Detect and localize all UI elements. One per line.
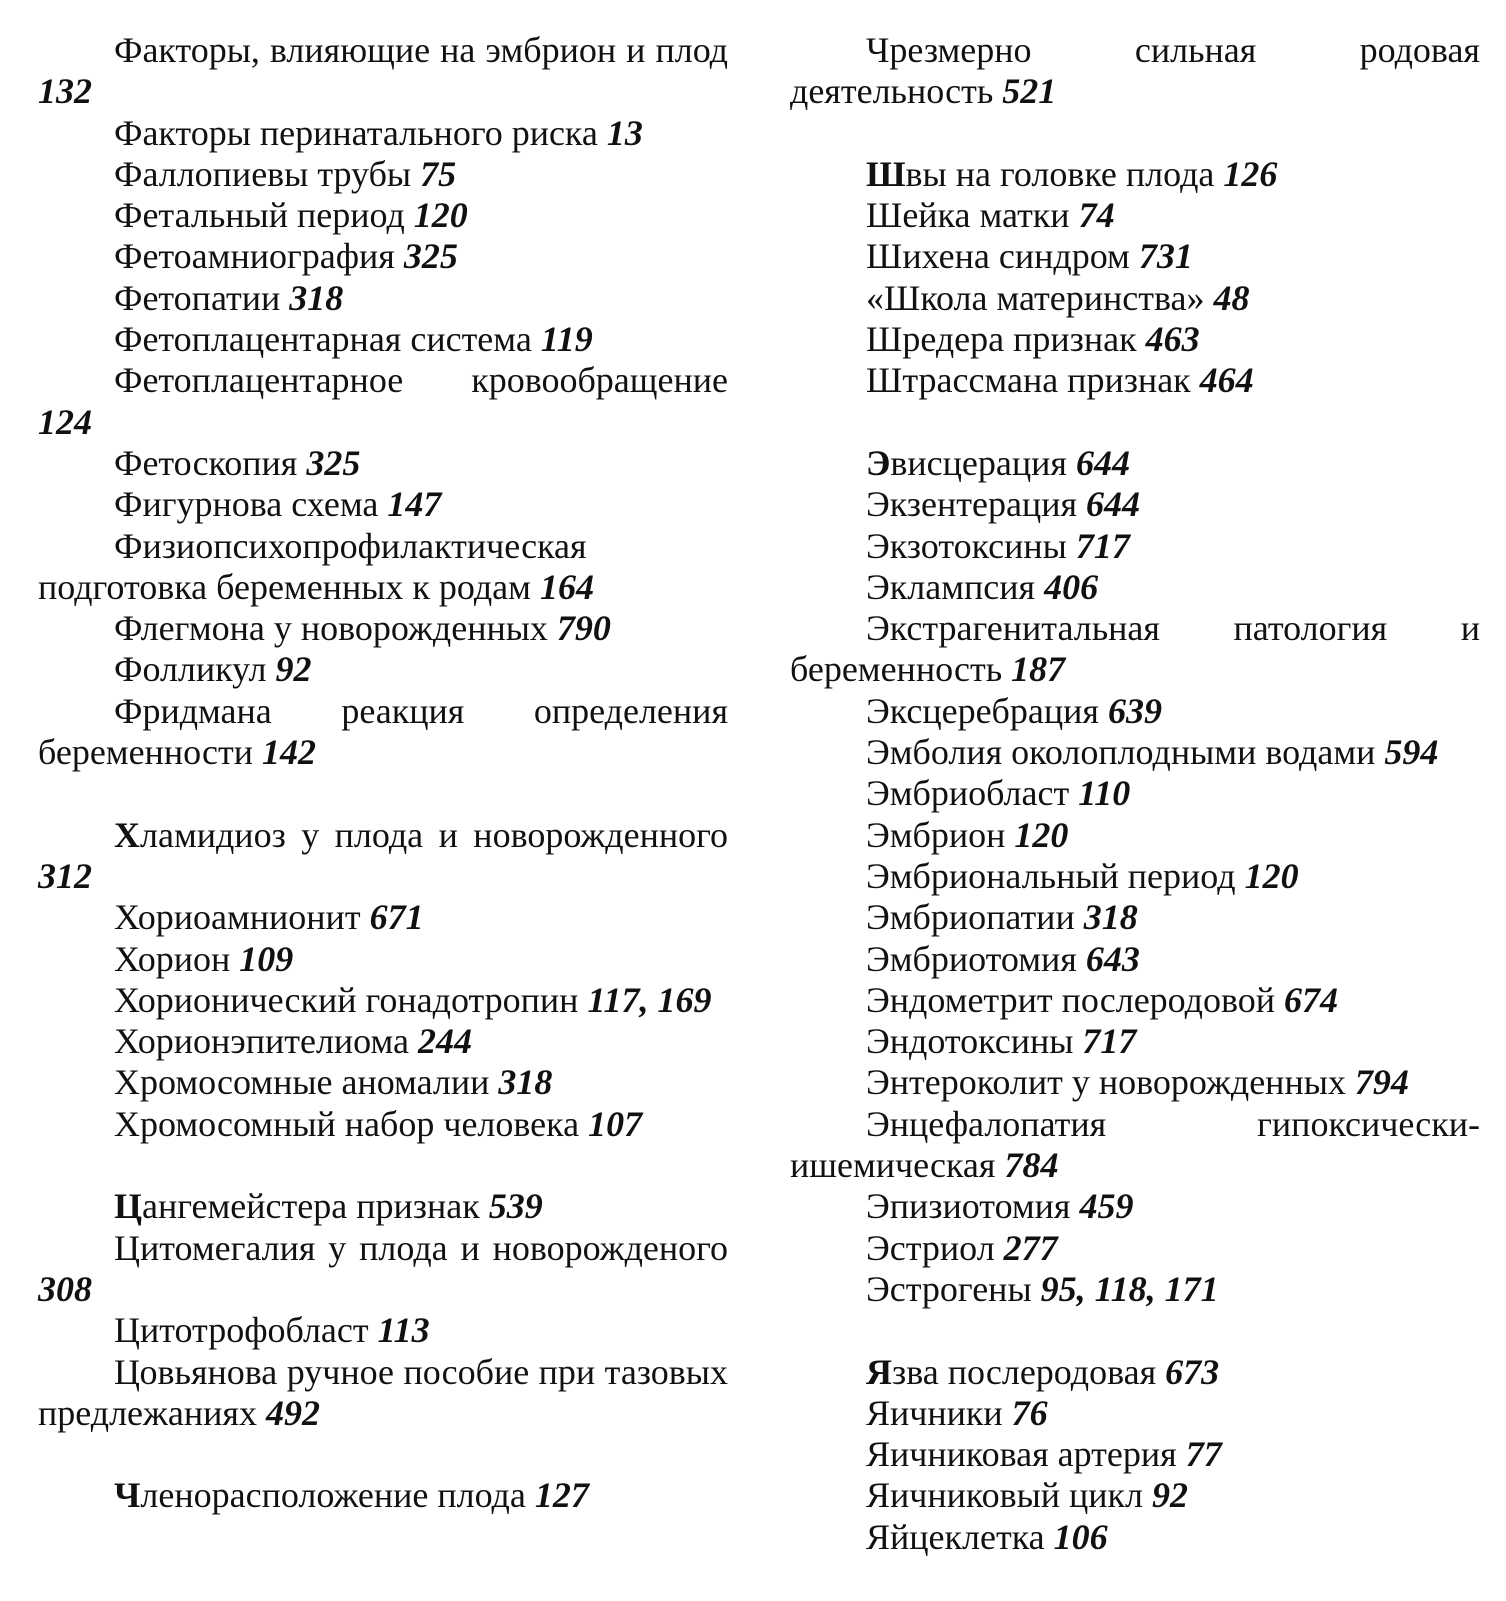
index-entry — [790, 526, 1480, 567]
index-term: Флегмона у новорожденных — [114, 608, 548, 649]
index-term: Экстрагенитальная патология и беременность — [790, 608, 1480, 690]
index-term: Эксцеребрация — [866, 690, 1099, 731]
index-page-number: 109 — [239, 938, 294, 979]
index-term: Эндотоксины — [866, 1021, 1074, 1062]
index-page-number: 644 — [1086, 484, 1141, 525]
index-page-number: 673 — [1165, 1351, 1220, 1392]
index-column-left — [38, 30, 728, 1517]
index-page-number: 187 — [1011, 649, 1066, 690]
index-term: Эстриол — [866, 1227, 995, 1268]
index-page-number: 95, 118, 171 — [1040, 1268, 1219, 1309]
index-term: Шредера признак — [866, 319, 1137, 360]
index-page-number: 77 — [1185, 1434, 1222, 1475]
index-entry — [38, 1475, 728, 1516]
index-page-number: 521 — [1002, 71, 1057, 112]
index-entry — [38, 360, 728, 443]
index-entry — [790, 30, 1480, 113]
index-page-number: 639 — [1107, 690, 1162, 731]
index-term: Эмбриональный период — [866, 855, 1236, 896]
index-page-number: 126 — [1223, 153, 1278, 194]
index-term: Эмбрион — [866, 814, 1006, 855]
index-entry — [790, 856, 1480, 897]
index-term: Эндометрит послеродовой — [866, 979, 1275, 1020]
index-term: висцерация — [890, 442, 1067, 483]
index-entry — [38, 1352, 728, 1435]
index-term: Чрезмерно сильная родовая деятельность — [790, 30, 1480, 112]
index-page-number: 318 — [289, 277, 344, 318]
index-term: Яичники — [866, 1392, 1003, 1433]
index-term: Хориоамнионит — [114, 897, 361, 938]
index-term: зва послеродовая — [892, 1351, 1157, 1392]
index-page-number: 643 — [1085, 938, 1140, 979]
index-term: Энцефалопатия гипоксически-ишемическая — [790, 1103, 1480, 1186]
index-page-number: 75 — [420, 153, 457, 194]
section-initial-letter: Я — [866, 1351, 892, 1392]
index-page-number: 539 — [488, 1186, 543, 1227]
index-page-number: 674 — [1283, 979, 1338, 1020]
index-term: Цовьянова ручное пособие при тазовых предлежаниях — [38, 1351, 728, 1433]
index-entry — [790, 195, 1480, 236]
index-term: Хромосомный набор человека — [114, 1103, 580, 1144]
index-entry — [38, 980, 728, 1021]
index-entry — [790, 1393, 1480, 1434]
index-page-number: 124 — [38, 401, 92, 442]
index-page-number: 132 — [38, 71, 92, 112]
section-initial-letter: Ц — [114, 1186, 143, 1227]
index-term: Яичниковая артерия — [866, 1434, 1177, 1475]
index-term: Хромосомные аномалии — [114, 1062, 490, 1103]
index-page-number: 671 — [369, 897, 424, 938]
index-entry — [38, 1186, 728, 1227]
index-entry — [790, 278, 1480, 319]
index-term: Яичниковый цикл — [866, 1475, 1144, 1516]
index-page-number: 13 — [606, 112, 643, 153]
section-gap — [790, 1310, 1480, 1351]
index-term: Эстрогены — [866, 1268, 1032, 1309]
index-entry — [38, 154, 728, 195]
index-page-number: 119 — [540, 319, 593, 360]
index-entry — [790, 319, 1480, 360]
index-page-number: 92 — [1152, 1475, 1189, 1516]
index-entry — [790, 236, 1480, 277]
index-page-number: 113 — [377, 1310, 430, 1351]
index-entry — [38, 195, 728, 236]
index-page-number: 464 — [1199, 360, 1254, 401]
index-term: Фигурнова схема — [114, 484, 379, 525]
index-entry — [790, 360, 1480, 401]
index-entry — [790, 567, 1480, 608]
index-page-number: 594 — [1384, 732, 1439, 773]
index-term: Эмбриобласт — [866, 773, 1070, 814]
index-entry — [790, 980, 1480, 1021]
index-entry — [790, 815, 1480, 856]
index-page-number: 318 — [498, 1062, 553, 1103]
index-entry — [38, 897, 728, 938]
index-term: Экзентерация — [866, 484, 1078, 525]
index-term: ленорасположение плода — [140, 1475, 526, 1516]
index-page-number: 492 — [265, 1392, 320, 1433]
index-entry — [38, 278, 728, 319]
index-term: Эпизиотомия — [866, 1186, 1071, 1227]
index-term: Эклампсия — [866, 566, 1036, 607]
index-entry — [790, 1269, 1480, 1310]
index-entry — [790, 1021, 1480, 1062]
index-term: Эмбриотомия — [866, 938, 1077, 979]
index-page-number: 92 — [275, 649, 312, 690]
section-initial-letter: Ш — [866, 153, 906, 194]
index-term: Хорион — [114, 938, 231, 979]
index-term: Экзотоксины — [866, 525, 1067, 566]
index-entry — [790, 691, 1480, 732]
index-term: Шихена синдром — [866, 236, 1130, 277]
index-page-number: 76 — [1011, 1392, 1048, 1433]
index-entry — [790, 484, 1480, 525]
index-page-number: 244 — [418, 1021, 473, 1062]
index-entry — [38, 1228, 728, 1311]
index-term: Яйцеклетка — [866, 1516, 1045, 1557]
index-page-number: 164 — [539, 566, 594, 607]
index-entry — [38, 691, 728, 774]
index-entry — [790, 1062, 1480, 1103]
index-entry — [790, 1352, 1480, 1393]
index-page-number: 277 — [1003, 1227, 1058, 1268]
index-term: Физиопсихопрофилактическая подготовка беременных к родам — [38, 525, 587, 607]
section-initial-letter: Э — [866, 442, 891, 483]
index-entry — [38, 649, 728, 690]
index-entry — [790, 1104, 1480, 1187]
index-term: вы на головке плода — [905, 153, 1215, 194]
index-page-number: 717 — [1075, 525, 1130, 566]
index-page-number: 127 — [534, 1475, 589, 1516]
index-entry — [790, 1475, 1480, 1516]
index-page-number: 312 — [38, 855, 92, 896]
index-entry — [790, 1228, 1480, 1269]
index-term: Фетальный период — [114, 195, 405, 236]
index-term: Цитотрофобласт — [114, 1310, 369, 1351]
index-entry — [38, 443, 728, 484]
index-term: Факторы, влияющие на эмбрион и плод — [114, 30, 728, 70]
index-page-number: 790 — [556, 608, 611, 649]
index-entry — [38, 815, 728, 898]
index-entry — [38, 1021, 728, 1062]
index-entry — [38, 939, 728, 980]
index-page-number: 644 — [1075, 442, 1130, 483]
index-term: ламидиоз у плода и новорожденного — [140, 814, 728, 855]
index-entry — [38, 30, 728, 113]
index-page-number: 325 — [306, 442, 361, 483]
index-page-number: 731 — [1138, 236, 1193, 277]
section-initial-letter: Х — [114, 814, 140, 855]
index-term: Шейка матки — [866, 195, 1070, 236]
index-term: Фетопатии — [114, 277, 281, 318]
index-term: Факторы перинатального риска — [114, 112, 598, 153]
index-entry — [38, 236, 728, 277]
index-page-number: 74 — [1078, 195, 1115, 236]
index-entry — [790, 608, 1480, 691]
index-page-number: 142 — [261, 732, 316, 773]
index-column-right — [790, 30, 1480, 1558]
index-page-number: 147 — [387, 484, 442, 525]
index-entry — [38, 1310, 728, 1351]
index-page-number: 406 — [1044, 566, 1099, 607]
section-gap — [38, 1434, 728, 1475]
index-entry — [38, 608, 728, 649]
index-entry — [38, 526, 728, 609]
index-entry — [790, 443, 1480, 484]
index-term: Эмбриопатии — [866, 897, 1075, 938]
index-page-number: 459 — [1079, 1186, 1134, 1227]
index-term: Штрассмана признак — [866, 360, 1191, 401]
section-gap — [790, 113, 1480, 154]
index-page-number: 120 — [413, 195, 468, 236]
index-entry — [38, 484, 728, 525]
index-term: Фетоплацентарное кровообращение — [114, 360, 728, 401]
index-entry — [38, 319, 728, 360]
index-entry — [790, 1434, 1480, 1475]
index-term: Эмболия околоплодными водами — [866, 732, 1376, 773]
index-entry — [790, 939, 1480, 980]
index-entry — [790, 773, 1480, 814]
index-page-number: 717 — [1082, 1021, 1137, 1062]
index-page-number: 106 — [1053, 1516, 1108, 1557]
index-page-number: 117, 169 — [587, 979, 712, 1020]
index-entry — [38, 113, 728, 154]
index-entry — [38, 1104, 728, 1145]
index-entry — [790, 154, 1480, 195]
index-entry — [790, 897, 1480, 938]
index-page-number: 120 — [1014, 814, 1069, 855]
index-page-number: 107 — [588, 1103, 643, 1144]
index-term: Фолликул — [114, 649, 267, 690]
section-gap — [790, 402, 1480, 443]
index-term: Хорионэпителиома — [114, 1021, 410, 1062]
index-page-number: 784 — [1004, 1145, 1059, 1186]
index-page-number: 110 — [1078, 773, 1131, 814]
index-term: Фетоскопия — [114, 442, 298, 483]
index-term: Фетоамниография — [114, 236, 395, 277]
index-term: Фетоплацентарная система — [114, 319, 532, 360]
index-entry — [790, 1517, 1480, 1558]
index-term: Энтероколит у новорожденных — [866, 1062, 1346, 1103]
index-page-number: 794 — [1354, 1062, 1409, 1103]
index-entry — [790, 732, 1480, 773]
index-page-number: 120 — [1244, 855, 1299, 896]
index-term: ангемейстера признак — [142, 1186, 480, 1227]
index-term: Фридмана реакция определения беременности — [38, 690, 728, 773]
index-page-number: 48 — [1213, 277, 1250, 318]
index-entry — [38, 1062, 728, 1103]
index-page-number: 308 — [38, 1268, 92, 1309]
section-gap — [38, 1145, 728, 1186]
section-gap — [38, 773, 728, 814]
index-page-number: 463 — [1145, 319, 1200, 360]
index-term: Хорионический гонадотропин — [114, 979, 579, 1020]
index-term: «Школа материнства» — [866, 277, 1205, 318]
index-term: Фаллопиевы трубы — [114, 153, 412, 194]
index-term: Цитомегалия у плода и новорожденого — [114, 1227, 728, 1268]
index-page-number: 318 — [1083, 897, 1138, 938]
index-entry — [790, 1186, 1480, 1227]
index-page-number: 325 — [403, 236, 458, 277]
section-initial-letter: Ч — [114, 1475, 141, 1516]
